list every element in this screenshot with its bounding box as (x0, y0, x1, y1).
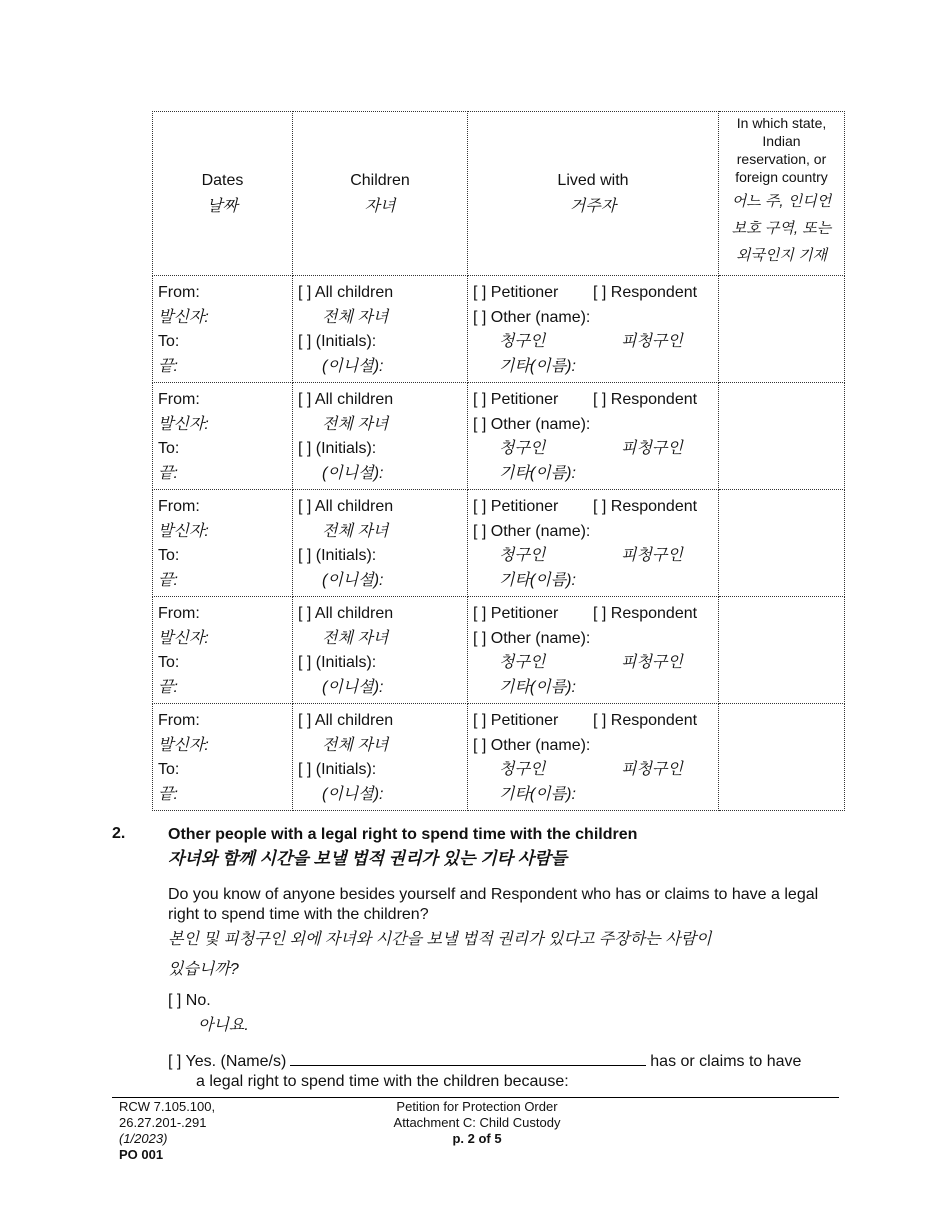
respondent-checkbox[interactable]: [ ] Respondent (593, 498, 698, 515)
table-row (153, 597, 845, 704)
footer-left (119, 1099, 215, 1163)
section-title-ko: 자녀와 함께 시간을 보낼 법적 권리가 있는 기타 사람들 (168, 849, 568, 868)
initials-checkbox[interactable]: [ ] (Initials): (298, 440, 377, 457)
children-cell (293, 490, 468, 597)
from-label: From: (158, 391, 200, 408)
respondent-checkbox[interactable]: [ ] Respondent (593, 391, 698, 408)
initials-label-ko: (이니셜): (322, 357, 384, 375)
footer-date: (1/2023) (119, 1131, 168, 1146)
other-name-checkbox[interactable]: [ ] Other (name): (473, 308, 591, 326)
from-label-ko: 발신자: (158, 308, 209, 326)
no-option-ko: 아니요. (198, 1017, 249, 1034)
no-option[interactable]: [ ] No. (168, 992, 211, 1009)
footer-title-1: Petition for Protection Order (396, 1099, 558, 1114)
lived-with-cell (468, 383, 719, 490)
to-label-ko: 끝: (158, 571, 178, 589)
from-label: From: (158, 284, 200, 301)
all-children-checkbox[interactable]: [ ] All children (298, 284, 394, 301)
lived-with-cell (468, 490, 719, 597)
names-input-line[interactable] (290, 1051, 646, 1066)
other-label-ko: 기타(이름): (499, 357, 576, 375)
to-label: To: (158, 654, 180, 671)
table-row (153, 383, 845, 490)
yes-option-tail: has or claims to have (650, 1053, 802, 1070)
to-label: To: (158, 761, 180, 778)
header-state: In which state, Indian reservation, or foreign country 어느 주, 인디언 보호 구역, 또는 외국인지 기재 (719, 112, 845, 276)
all-children-checkbox[interactable]: [ ] All children (298, 605, 394, 622)
petitioner-label-ko: 청구인 (499, 333, 546, 350)
footer-center (377, 1099, 577, 1147)
state-cell[interactable] (719, 597, 845, 704)
state-cell[interactable] (719, 276, 845, 383)
table-row (153, 276, 845, 383)
section-title: Other people with a legal right to spend time with the children (168, 826, 638, 843)
to-label-ko: 끝: (158, 678, 178, 696)
lived-with-cell (468, 704, 719, 811)
from-label: From: (158, 712, 200, 729)
petitioner-label-ko: 청구인 (499, 761, 546, 778)
to-label-ko: 끝: (158, 357, 178, 375)
footer-rcw-2: 26.27.201-.291 (119, 1115, 207, 1130)
petitioner-checkbox[interactable]: [ ] Petitioner (473, 498, 559, 515)
petitioner-checkbox[interactable]: [ ] Petitioner (473, 391, 559, 408)
footer-form-id: PO 001 (119, 1147, 164, 1162)
other-name-checkbox[interactable]: [ ] Other (name): (473, 522, 591, 540)
lived-with-cell (468, 276, 719, 383)
other-name-checkbox[interactable]: [ ] Other (name): (473, 629, 591, 647)
dates-cell[interactable] (153, 276, 293, 383)
petitioner-label-ko: 청구인 (499, 654, 546, 671)
all-children-label-ko: 전체 자녀 (322, 736, 389, 754)
table-row (153, 490, 845, 597)
footer-divider (112, 1097, 839, 1098)
initials-checkbox[interactable]: [ ] (Initials): (298, 761, 377, 778)
lived-with-cell (468, 597, 719, 704)
other-name-checkbox[interactable]: [ ] Other (name): (473, 736, 591, 754)
to-label: To: (158, 547, 180, 564)
header-lived-with: Lived with 거주자 (468, 112, 719, 276)
state-cell[interactable] (719, 490, 845, 597)
other-label-ko: 기타(이름): (499, 678, 576, 696)
table-header-row (153, 112, 845, 276)
respondent-label-ko: 피청구인 (621, 654, 683, 671)
all-children-label-ko: 전체 자녀 (322, 522, 389, 540)
initials-checkbox[interactable]: [ ] (Initials): (298, 333, 377, 350)
initials-label-ko: (이니셜): (322, 678, 384, 696)
footer-rcw-1: RCW 7.105.100, (119, 1099, 216, 1114)
other-label-ko: 기타(이름): (499, 571, 576, 589)
dates-cell[interactable] (153, 490, 293, 597)
yes-option-row (168, 1051, 852, 1072)
petitioner-label-ko: 청구인 (499, 547, 546, 564)
all-children-checkbox[interactable]: [ ] All children (298, 498, 394, 515)
all-children-label-ko: 전체 자녀 (322, 308, 389, 326)
respondent-label-ko: 피청구인 (621, 333, 683, 350)
children-cell (293, 276, 468, 383)
footer-page: p. 2 of 5 (452, 1131, 502, 1146)
from-label: From: (158, 498, 200, 515)
initials-checkbox[interactable]: [ ] (Initials): (298, 547, 377, 564)
other-label-ko: 기타(이름): (499, 785, 576, 803)
all-children-label-ko: 전체 자녀 (322, 629, 389, 647)
yes-option[interactable]: [ ] Yes. (Name/s) (168, 1053, 287, 1070)
table-body (153, 276, 845, 811)
respondent-label-ko: 피청구인 (621, 440, 683, 457)
petitioner-checkbox[interactable]: [ ] Petitioner (473, 712, 559, 729)
respondent-label-ko: 피청구인 (621, 547, 683, 564)
to-label-ko: 끝: (158, 464, 178, 482)
to-label: To: (158, 440, 180, 457)
footer-title-2: Attachment C: Child Custody (393, 1115, 561, 1130)
respondent-label-ko: 피청구인 (621, 761, 683, 778)
children-cell (293, 597, 468, 704)
petitioner-checkbox[interactable]: [ ] Petitioner (473, 605, 559, 622)
all-children-checkbox[interactable]: [ ] All children (298, 391, 394, 408)
from-label-ko: 발신자: (158, 415, 209, 433)
table-row (153, 704, 845, 811)
all-children-checkbox[interactable]: [ ] All children (298, 712, 394, 729)
residence-history-table (152, 111, 845, 811)
dates-cell[interactable] (153, 383, 293, 490)
to-label-ko: 끝: (158, 785, 178, 803)
initials-label-ko: (이니셜): (322, 464, 384, 482)
from-label: From: (158, 605, 200, 622)
all-children-label-ko: 전체 자녀 (322, 415, 389, 433)
petitioner-checkbox[interactable]: [ ] Petitioner (473, 284, 559, 301)
header-dates: Dates 날짜 (153, 112, 293, 276)
dates-cell[interactable] (153, 597, 293, 704)
question-text: Do you know of anyone besides yourself and Respondent who has or claims to have a legal right to spend time with the children? (168, 886, 819, 923)
respondent-checkbox[interactable]: [ ] Respondent (593, 605, 698, 622)
section-number: 2. (112, 825, 126, 842)
from-label-ko: 발신자: (158, 522, 209, 540)
initials-label-ko: (이니셜): (322, 785, 384, 803)
from-label-ko: 발신자: (158, 736, 209, 754)
question-text-ko-2: 있습니까? (168, 961, 239, 978)
other-name-checkbox[interactable]: [ ] Other (name): (473, 415, 591, 433)
yes-option-continuation: a legal right to spend time with the children because: (196, 1073, 569, 1090)
from-label-ko: 발신자: (158, 629, 209, 647)
other-label-ko: 기타(이름): (499, 464, 576, 482)
initials-checkbox[interactable]: [ ] (Initials): (298, 654, 377, 671)
children-cell (293, 704, 468, 811)
header-children: Children 자녀 (293, 112, 468, 276)
respondent-checkbox[interactable]: [ ] Respondent (593, 284, 698, 301)
children-cell (293, 383, 468, 490)
petitioner-label-ko: 청구인 (499, 440, 546, 457)
respondent-checkbox[interactable]: [ ] Respondent (593, 712, 698, 729)
initials-label-ko: (이니셜): (322, 571, 384, 589)
dates-cell[interactable] (153, 704, 293, 811)
question-text-ko-1: 본인 및 피청구인 외에 자녀와 시간을 보낼 법적 권리가 있다고 주장하는 사람이 (168, 931, 712, 948)
to-label: To: (158, 333, 180, 350)
state-cell[interactable] (719, 383, 845, 490)
state-cell[interactable] (719, 704, 845, 811)
